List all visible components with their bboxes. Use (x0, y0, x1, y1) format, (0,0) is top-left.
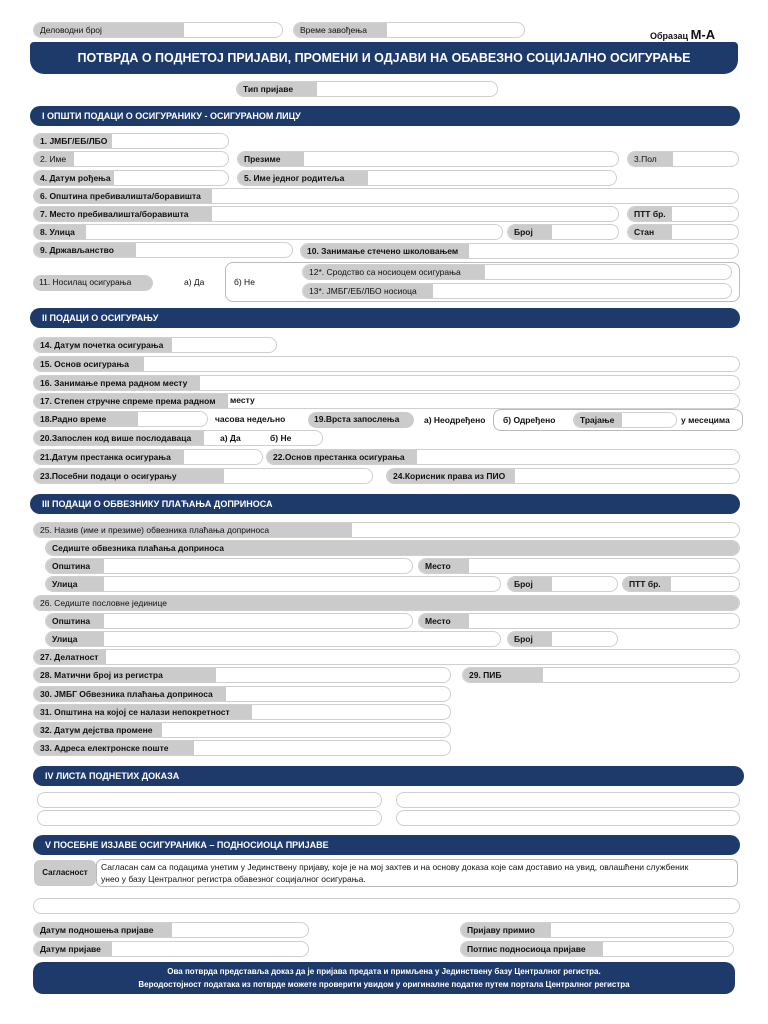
napomena-field[interactable] (33, 898, 740, 914)
saglasnost-box (96, 859, 738, 887)
casova-nedeljno-text: часова недељно (215, 414, 286, 424)
opstina-jedinice-field[interactable]: Општина (45, 613, 413, 629)
vise-poslodavaca-ne[interactable]: б) Не (270, 433, 292, 443)
vise-poslodavaca-da[interactable]: а) Да (220, 433, 241, 443)
ime-roditelja-field[interactable]: 5. Име једног родитеља (237, 170, 617, 186)
ulica-field[interactable]: 8. Улица (33, 224, 503, 240)
nosilac-ne-option[interactable]: б) Не (234, 277, 255, 287)
datum-pocetka-field[interactable]: 14. Датум почетка осигурања (33, 337, 277, 353)
odredjeno-option[interactable]: б) Одређено (503, 415, 556, 425)
naziv-obveznika-field[interactable]: 25. Назив (име и презиме) обвезника плаћања доприноса (33, 522, 740, 538)
u-mesecima-text: у месецима (681, 415, 730, 425)
dokaz-field-4[interactable] (396, 810, 740, 826)
sediste-obveznika-header: Седиште обвезника плаћања доприноса (45, 540, 740, 556)
nosilac-osiguranja-field: 11. Носилац осигурања (33, 275, 153, 291)
osnov-prestanka-field[interactable]: 22.Основ престанка осигурања (266, 449, 740, 465)
ulica-jedinice-field[interactable]: Улица (45, 631, 501, 647)
srodstvo-field[interactable]: 12*. Сродство са носиоцем осигурања (302, 264, 732, 280)
obrazac-code: Образац М-А (650, 27, 716, 42)
saglasnost-text-2: унео у базу Централног регистра обавезног социјалног осигурања. (101, 874, 366, 884)
ime-field[interactable]: 2. Име (33, 151, 229, 167)
pol-field[interactable]: 3.Пол (627, 151, 739, 167)
delovodni-broj-label: Деловодни број (34, 23, 184, 37)
radno-vreme-field[interactable]: 18.Радно време (33, 411, 208, 427)
opstina-prebivalista-field[interactable]: 6. Општина пребивалишта/боравишта (33, 188, 739, 204)
tip-prijave-field[interactable] (236, 81, 498, 97)
ulica-obveznika-field[interactable]: Улица (45, 576, 501, 592)
jmbg-field[interactable]: 1. ЈМБГ/ЕБ/ЛБО (33, 133, 229, 149)
mesto-prebivalista-field[interactable]: 7. Место пребивалишта/боравишта (33, 206, 619, 222)
opstina-nepokretnost-field[interactable]: 31. Општина на којој се налази непокретност (33, 704, 451, 720)
dokaz-field-1[interactable] (37, 792, 382, 808)
maticni-broj-field[interactable]: 28. Матични број из регистра (33, 667, 451, 683)
neodredjeno-option[interactable]: а) Неодређено (424, 415, 486, 425)
delatnost-field[interactable]: 27. Делатност (33, 649, 740, 665)
section-4-header: IV ЛИСТА ПОДНЕТИХ ДОКАЗА (33, 766, 744, 786)
vise-poslodavaca-field: 20.Запослен код више послодаваца (33, 430, 323, 446)
saglasnost-label: Сагласност (34, 860, 96, 886)
prijavu-primio-field[interactable]: Пријаву примио (460, 922, 734, 938)
posebni-podaci-field[interactable]: 23.Посебни подаци о осигурању (33, 468, 373, 484)
broj-obveznika-field[interactable]: Број (507, 576, 618, 592)
footer-line-2: Веродостојност података из потврде можете проверити увидом у оригиналне податке путем портала Централног регистра (138, 980, 630, 989)
pib-field[interactable]: 29. ПИБ (462, 667, 740, 683)
jmbg-obveznika-field[interactable]: 30. ЈМБГ Обвезника плаћања доприноса (33, 686, 451, 702)
footer-line-1: Ова потврда представља доказ да је пријава предата и примљена у Јединствену базу Централног регистра. (167, 967, 601, 976)
datum-podnosenja-field[interactable]: Датум подношења пријаве (33, 922, 309, 938)
jmbg-nosioca-field[interactable]: 13*. ЈМБГ/ЕБ/ЛБО носиоца (302, 283, 732, 299)
tip-prijave-label: Тип пријаве (237, 82, 317, 96)
footer-note (33, 962, 735, 994)
zanimanje-radno-mesto-field[interactable]: 16. Занимање према радном месту (33, 375, 740, 391)
section-3-header: III ПОДАЦИ О ОБВЕЗНИКУ ПЛАЋАЊА ДОПРИНОСА (30, 494, 740, 514)
strucna-sprema-field[interactable]: 17. Степен стручне спреме према радном месту (33, 393, 740, 409)
broj-field[interactable]: Број (507, 224, 619, 240)
adresa-poste-field[interactable]: 33. Адреса електронске поште (33, 740, 451, 756)
zanimanje-skolovanjem-field[interactable]: 10. Занимање стечено школовањем (300, 243, 739, 259)
dokaz-field-2[interactable] (396, 792, 740, 808)
saglasnost-text-1: Сагласан сам са подацима унетим у Јединствену пријаву, које је на мој захтев и на основу доказа које сам доставио на увид, овлашћени службеник (101, 862, 689, 872)
mesto-jedinice-field[interactable]: Место (418, 613, 740, 629)
datum-rodjenja-field[interactable]: 4. Датум рођења (33, 170, 229, 186)
osnov-osiguranja-field[interactable]: 15. Основ осигурања (33, 356, 740, 372)
vrsta-zaposlenja-field: 19.Врста запослења (308, 412, 414, 428)
section-1-header: I ОПШТИ ПОДАЦИ О ОСИГУРАНИКУ - ОСИГУРАНОМ ЛИЦУ (30, 106, 740, 126)
ptt-field[interactable]: ПТТ бр. (627, 206, 739, 222)
stan-field[interactable]: Стан (627, 224, 739, 240)
trajanje-field[interactable]: Трајање (573, 412, 677, 428)
section-2-header: II ПОДАЦИ О ОСИГУРАЊУ (30, 308, 740, 328)
datum-prestanka-field[interactable]: 21.Датум престанка осигурања (33, 449, 263, 465)
section-5-header: V ПОСЕБНЕ ИЗЈАВЕ ОСИГУРАНИКА – ПОДНОСИОЦА ПРИЈАВЕ (33, 835, 740, 855)
sediste-jedinice-header: 26. Седиште пословне јединице (33, 595, 740, 611)
prezime-field[interactable]: Презиме (237, 151, 619, 167)
korisnik-pio-field[interactable]: 24.Корисник права из ПИО (386, 468, 740, 484)
mesto-obveznika-field[interactable]: Место (418, 558, 740, 574)
drzavljanstvo-field[interactable]: 9. Држављанство (33, 242, 293, 258)
vreme-zavodjenja-field[interactable] (293, 22, 525, 38)
opstina-obveznika-field[interactable]: Општина (45, 558, 413, 574)
nosilac-da-option[interactable]: а) Да (184, 277, 205, 287)
broj-jedinice-field[interactable]: Број (507, 631, 618, 647)
page-title: ПОТВРДА О ПОДНЕТОЈ ПРИЈАВИ, ПРОМЕНИ И ОДЈАВИ НА ОБАВЕЗНО СОЦИЈАЛНО ОСИГУРАЊЕ (30, 42, 738, 74)
datum-prijave-field[interactable]: Датум пријаве (33, 941, 309, 957)
delovodni-broj-field[interactable] (33, 22, 283, 38)
potpis-field[interactable]: Потпис подносиоца пријаве (460, 941, 734, 957)
datum-dejstva-field[interactable]: 32. Датум дејства промене (33, 722, 451, 738)
vreme-zavodjenja-label: Време завођења (294, 23, 387, 37)
dokaz-field-3[interactable] (37, 810, 382, 826)
ptt-obveznika-field[interactable]: ПТТ бр. (622, 576, 740, 592)
